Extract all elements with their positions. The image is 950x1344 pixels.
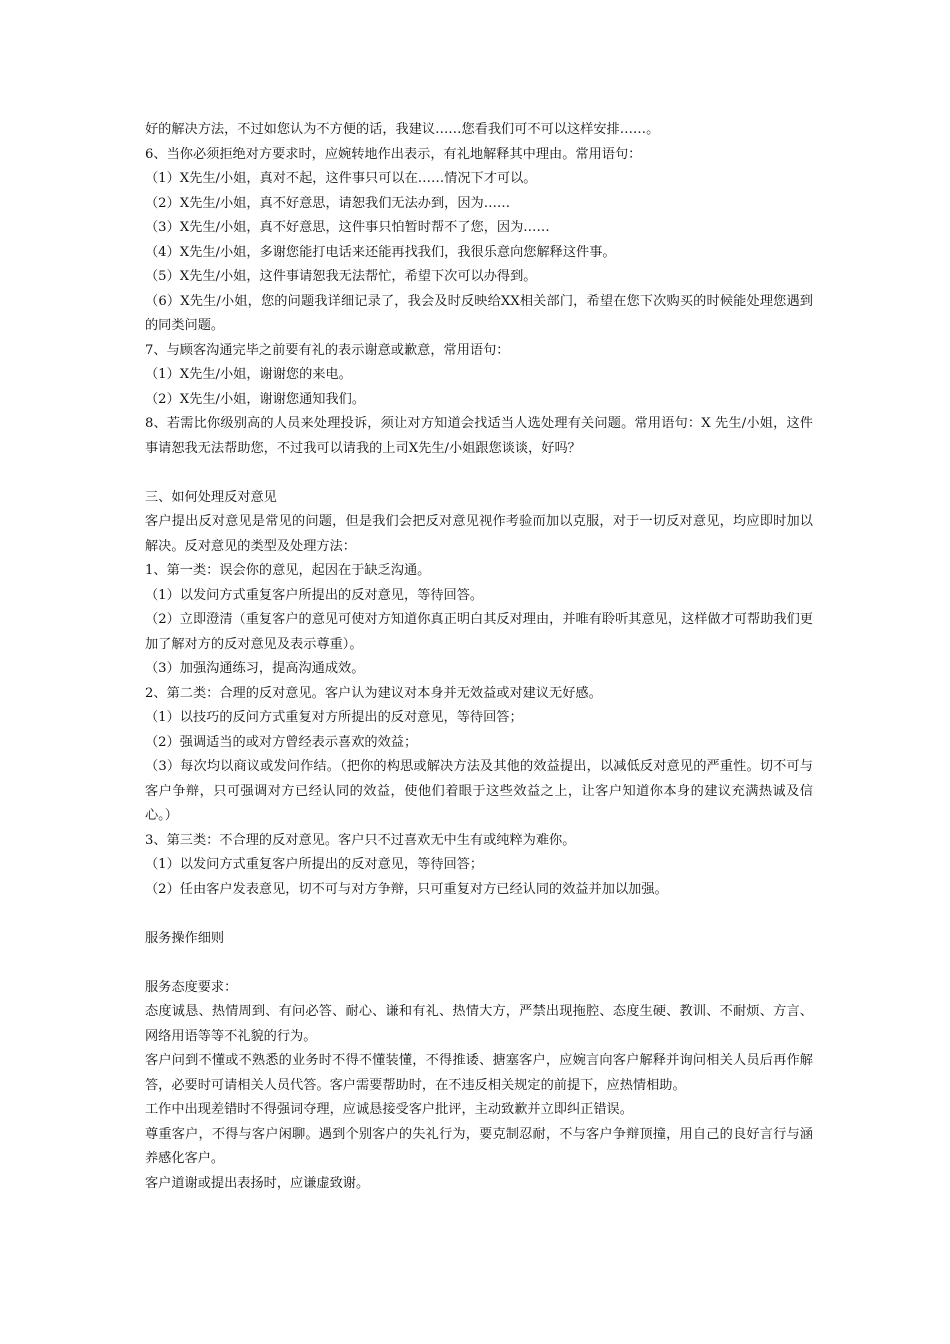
paragraph: 8、若需比你级别高的人员来处理投诉，须让对方知道会找适当人选处理有关问题。常用语句：X 先生/小姐，这件事请恕我无法帮助您，不过我可以请我的上司X先生/小姐跟您谈谈，好吗？ bbox=[145, 416, 813, 456]
paragraph: （6）X先生/小姐，您的问题我详细记录了，我会及时反映给XX相关部门，希望在您下次购买的时候能处理您遇到的同类问题。 bbox=[145, 293, 813, 333]
paragraph: （2）X先生/小姐，谢谢您通知我们。 bbox=[145, 391, 366, 407]
paragraph: （2）立即澄清（重复客户的意见可使对方知道你真正明白其反对理由，并唯有聆听其意见，这样做才可帮助我们更加了解对方的反对意见及表示尊重）。 bbox=[145, 612, 813, 652]
paragraph: 7、与顾客沟通完毕之前要有礼的表示谢意或歉意，常用语句： bbox=[145, 342, 510, 358]
paragraph: 客户道谢或提出表扬时，应谦虚致谢。 bbox=[145, 1175, 370, 1191]
paragraph: 3、第三类：不合理的反对意见。客户只不过喜欢无中生有或纯粹为难你。 bbox=[145, 832, 576, 848]
paragraph: （2）X先生/小姐，真不好意思，请恕我们无法办到，因为…… bbox=[145, 195, 511, 211]
paragraph: （1）以发问方式重复客户所提出的反对意见，等待回答。 bbox=[145, 587, 484, 603]
paragraph: （1）X先生/小姐，真对不起，这件事只可以在……情况下才可以。 bbox=[145, 171, 537, 186]
paragraph: （3）加强沟通练习，提高沟通成效。 bbox=[145, 661, 365, 676]
paragraph: （5）X先生/小姐，这件事请恕我无法帮忙，希望下次可以办得到。 bbox=[145, 269, 537, 284]
paragraph: 客户问到不懂或不熟悉的业务时不得不懂装懂，不得推诿、搪塞客户，应婉言向客户解释并询问相关人员后再作解答，必要时可请相关人员代答。客户需要帮助时，在不违反相关规定的前提下，应热情相助。 bbox=[145, 1053, 813, 1093]
paragraph: 客户提出反对意见是常见的问题，但是我们会把反对意见视作考验而加以克服，对于一切反对意见，均应即时加以解决。反对意见的类型及处理方法： bbox=[145, 514, 813, 554]
paragraph: 服务操作细则 bbox=[145, 930, 225, 946]
paragraph: （1）以发问方式重复客户所提出的反对意见，等待回答； bbox=[145, 857, 484, 872]
paragraph: 6、当你必须拒绝对方要求时，应婉转地作出表示，有礼地解释其中理由。常用语句： bbox=[145, 146, 642, 162]
paragraph: （1）以技巧的反问方式重复对方所提出的反对意见，等待回答； bbox=[145, 710, 523, 725]
blank-line bbox=[145, 902, 813, 927]
paragraph: 1、第一类：误会你的意见，起因在于缺乏沟通。 bbox=[145, 563, 431, 578]
paragraph: 好的解决方法，不过如您认为不方便的话，我建议……您看我们可不可以这样安排……。 bbox=[145, 122, 660, 137]
paragraph: （2）强调适当的或对方曾经表示喜欢的效益； bbox=[145, 734, 418, 750]
document-page bbox=[145, 118, 813, 1196]
paragraph: 尊重客户，不得与客户闲聊。遇到个别客户的失礼行为，要克制忍耐，不与客户争辩顶撞，用自己的良好言行与涵养感化客户。 bbox=[145, 1126, 813, 1166]
paragraph: （3）X先生/小姐，真不好意思，这件事只怕暂时帮不了您，因为…… bbox=[145, 220, 550, 235]
paragraph: （4）X先生/小姐，多谢您能打电话来还能再找我们，我很乐意向您解释这件事。 bbox=[145, 244, 616, 260]
blank-line bbox=[145, 461, 813, 486]
paragraph: 态度诚恳、热情周到、有问必答、耐心、谦和有礼、热情大方，严禁出现拖腔、态度生硬、教训、不耐烦、方言、网络用语等等不礼貌的行为。 bbox=[145, 1004, 813, 1044]
paragraph: 2、第二类：合理的反对意见。客户认为建议对本身并无效益或对建议无好感。 bbox=[145, 685, 602, 701]
paragraph: 工作中出现差错时不得强词夺理，应诚恳接受客户批评，主动致歉并立即纠正错误。 bbox=[145, 1102, 633, 1117]
paragraph: （1）X先生/小姐，谢谢您的来电。 bbox=[145, 367, 352, 382]
paragraph: 三、如何处理反对意见 bbox=[145, 489, 277, 505]
paragraph: （2）任由客户发表意见，切不可与对方争辩，只可重复对方已经认同的效益并加以加强。 bbox=[145, 881, 668, 897]
paragraph: （3）每次均以商议或发问作结。（把你的构思或解决方法及其他的效益提出，以减低反对意见的严重性。切不可与客户争辩，只可强调对方已经认同的效益，使他们着眼于这些效益之上，让客户知道你本身的建议充满热诚及信心。） bbox=[145, 759, 813, 823]
paragraph: 服务态度要求： bbox=[145, 979, 238, 995]
blank-line bbox=[145, 951, 813, 976]
